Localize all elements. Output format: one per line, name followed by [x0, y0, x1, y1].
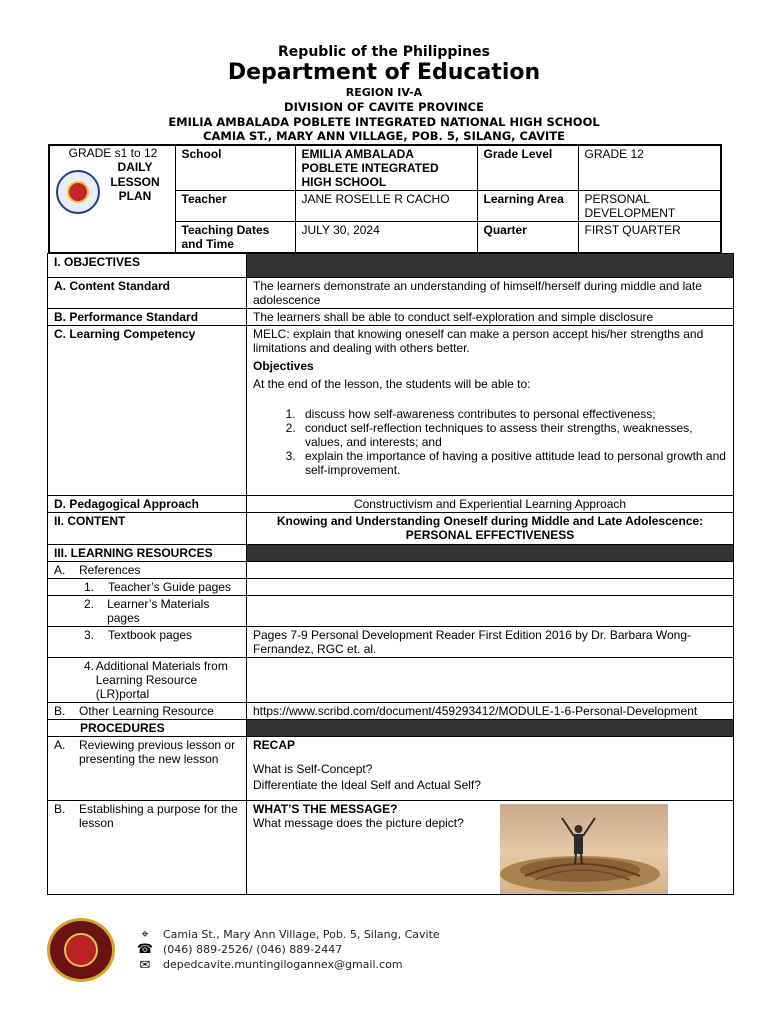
quarter-label: Quarter [477, 222, 578, 254]
objectives-list [253, 407, 727, 477]
lm-value [247, 596, 734, 627]
purpose-label [48, 801, 247, 895]
review-letter: A. [54, 738, 66, 752]
procedures-label: PROCEDURES [48, 720, 247, 737]
message-title: WHAT’S THE MESSAGE? [253, 802, 398, 816]
content-label: II. CONTENT [48, 513, 247, 545]
other-resource-link[interactable]: https://www.scribd.com/document/459293412/MODULE-1-6-Personal-Development [247, 703, 734, 720]
purpose-letter: B. [54, 802, 66, 816]
objectives-intro: At the end of the lesson, the students will be able to: [253, 377, 531, 391]
lm-num: 2. [84, 597, 95, 611]
lm-text: Learner’s Materials pages [107, 597, 210, 625]
tb-text: Textbook pages [108, 628, 193, 642]
lesson-plan-table [47, 253, 734, 895]
header-school: EMILIA AMBALADA POBLETE INTEGRATED NATIONAL HIGH SCHOOL [168, 115, 600, 129]
recap-question-2: Differentiate the Ideal Self and Actual Self? [253, 778, 481, 792]
teacher-label: Teacher [175, 191, 295, 222]
recap-title: RECAP [253, 738, 296, 752]
footer-email[interactable]: depedcavite.muntingilogannex@gmail.com [163, 958, 403, 971]
tb-value: Pages 7-9 Personal Development Reader First Edition 2016 by Dr. Barbara Wong-Fernandez, RGC et. al. [247, 627, 734, 658]
performance-standard-label: B. Performance Standard [48, 309, 247, 326]
tg-text: Teacher’s Guide pages [108, 580, 231, 594]
lm-label [48, 596, 247, 627]
other-text: Other Learning Resource [79, 704, 214, 718]
content-standard-value: The learners demonstrate an understanding of himself/herself during middle and late adolescence [247, 278, 734, 309]
competency-cell [247, 326, 734, 496]
grade-level-value: GRADE 12 [578, 145, 721, 191]
content-value [247, 513, 734, 545]
footer-address: Camia St., Mary Ann Village, Pob. 5, Silang, Cavite [163, 928, 440, 941]
grade-range: GRADE s1 to 12 [68, 146, 158, 160]
am-num: 4. [84, 659, 95, 673]
references-letter: A. [54, 563, 66, 577]
tg-label [48, 579, 247, 596]
list-item: 2. conduct self-reflection techniques to assess their strengths, weaknesses, values, and interests; and [299, 421, 727, 449]
am-label [48, 658, 247, 703]
am-text: Additional Materials from Learning Resource (LR)portal [95, 659, 228, 701]
header-address: CAMIA ST., MARY ANN VILLAGE, POB. 5, SILANG, CAVITE [203, 129, 565, 143]
header-region: REGION IV-A [345, 86, 423, 99]
references-text: References [79, 563, 141, 577]
dates-label: Teaching Dates and Time [175, 222, 295, 254]
quarter-value: FIRST QUARTER [578, 222, 721, 254]
recap-question-1: What is Self-Concept? [253, 762, 373, 776]
info-table [48, 144, 722, 254]
content-standard-label: A. Content Standard [48, 278, 247, 309]
deped-seal-icon [56, 170, 100, 214]
pedagogy-value: Constructivism and Experiential Learning Approach [247, 496, 734, 513]
tb-label [48, 627, 247, 658]
performance-standard-value: The learners shall be able to conduct self-exploration and simple disclosure [247, 309, 734, 326]
dates-value: JULY 30, 2024 [295, 222, 477, 254]
review-text: Reviewing previous lesson or presenting the new lesson [79, 738, 236, 766]
email-icon: ✉ [139, 957, 151, 972]
message-question: What message does the picture depict? [253, 816, 464, 830]
dlp-logo-cell [49, 145, 175, 253]
message-picture [500, 804, 668, 894]
learning-area-value: PERSONAL DEVELOPMENT [578, 191, 721, 222]
header-department: Department of Education [227, 60, 541, 85]
other-letter: B. [54, 704, 66, 718]
list-item: 3. explain the importance of having a positive attitude lead to personal growth and self-improvement. [299, 449, 727, 477]
procedures-header-fill [247, 720, 734, 737]
content-subtitle: PERSONAL EFFECTIVENESS [405, 528, 575, 542]
other-resource-label [48, 703, 247, 720]
tb-num: 3. [84, 628, 95, 642]
dlp-title: DAILY LESSON PLAN [110, 160, 160, 203]
objectives-header: I. OBJECTIVES [48, 254, 247, 278]
school-value: EMILIA AMBALADA POBLETE INTEGRATED HIGH SCHOOL [295, 145, 477, 191]
content-title: Knowing and Understanding Oneself during Middle and Late Adolescence: [276, 514, 704, 528]
footer [0, 915, 768, 985]
recap-cell [247, 737, 734, 801]
message-cell [247, 801, 734, 895]
teacher-value: JANE ROSELLE R CACHO [295, 191, 477, 222]
review-label [48, 737, 247, 801]
grade-level-label: Grade Level [477, 145, 578, 191]
tg-value [247, 579, 734, 596]
resources-header-fill [247, 545, 734, 562]
learning-area-label: Learning Area [477, 191, 578, 222]
location-pin-icon: ⌖ [141, 926, 149, 941]
objectives-header-fill [247, 254, 734, 278]
resources-label: III. LEARNING RESOURCES [48, 545, 247, 562]
school-seal-icon [47, 918, 115, 982]
header-republic: Republic of the Philippines [278, 44, 490, 60]
references-value [247, 562, 734, 579]
am-value [247, 658, 734, 703]
phone-icon: ☎ [136, 941, 154, 956]
school-label: School [175, 145, 295, 191]
purpose-text: Establishing a purpose for the lesson [79, 802, 238, 830]
pedagogy-label: D. Pedagogical Approach [48, 496, 247, 513]
header-division: DIVISION OF CAVITE PROVINCE [284, 100, 484, 114]
list-item: 1. discuss how self-awareness contributes to personal effectiveness; [299, 407, 727, 421]
objectives-title: Objectives [253, 359, 314, 373]
competency-label: C. Learning Competency [48, 326, 247, 496]
references-label [48, 562, 247, 579]
footer-phone: (046) 889-2526/ (046) 889-2447 [163, 943, 343, 956]
tg-num: 1. [84, 580, 95, 594]
melc-text: MELC: explain that knowing oneself can make a person accept his/her strengths and limitations and dealing with others better. [253, 327, 704, 355]
